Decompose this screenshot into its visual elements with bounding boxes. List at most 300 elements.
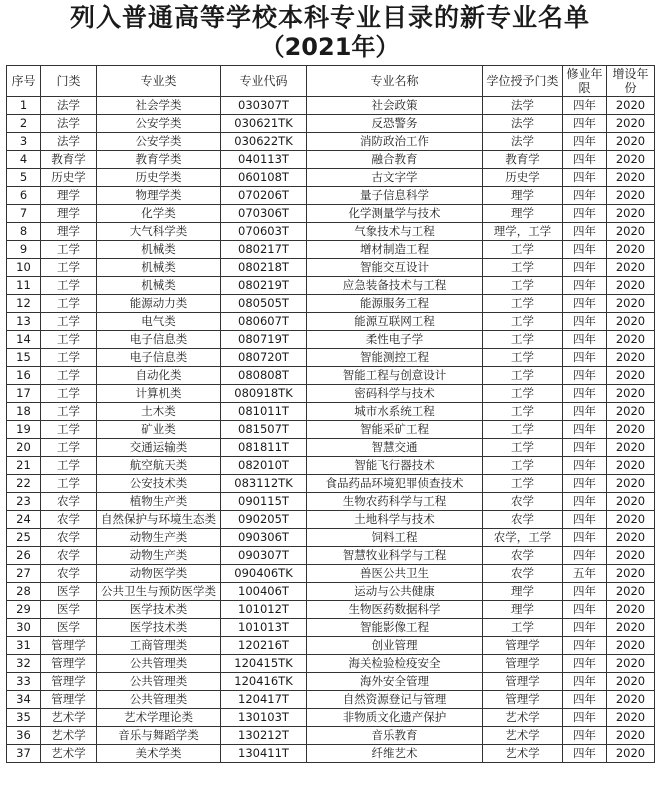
- cell-degree-category: 理学: [483, 205, 563, 223]
- cell-added-year: 2020: [607, 331, 655, 349]
- cell-major-code: 081507T: [221, 421, 307, 439]
- cell-category: 工学: [41, 241, 97, 259]
- cell-discipline-class: 物理学类: [97, 187, 221, 205]
- cell-index: 17: [7, 385, 41, 403]
- cell-major-code: 080808T: [221, 367, 307, 385]
- cell-discipline-class: 医学技术类: [97, 601, 221, 619]
- cell-category: 法学: [41, 115, 97, 133]
- cell-index: 18: [7, 403, 41, 421]
- cell-major-name: 融合教育: [307, 151, 483, 169]
- cell-discipline-class: 土木类: [97, 403, 221, 421]
- cell-discipline-class: 动物医学类: [97, 565, 221, 583]
- cell-major-code: 080719T: [221, 331, 307, 349]
- cell-index: 24: [7, 511, 41, 529]
- cell-degree-category: 工学: [483, 295, 563, 313]
- header-discipline-class: 专业类: [97, 66, 221, 97]
- cell-index: 8: [7, 223, 41, 241]
- cell-added-year: 2020: [607, 601, 655, 619]
- cell-study-years: 四年: [563, 529, 607, 547]
- table-row: [7, 547, 655, 565]
- cell-degree-category: 法学: [483, 115, 563, 133]
- cell-major-code: 081811T: [221, 439, 307, 457]
- cell-major-code: 070206T: [221, 187, 307, 205]
- cell-category: 工学: [41, 277, 97, 295]
- cell-major-code: 080218T: [221, 259, 307, 277]
- cell-degree-category: 工学: [483, 457, 563, 475]
- cell-added-year: 2020: [607, 133, 655, 151]
- table-row: [7, 475, 655, 493]
- cell-added-year: 2020: [607, 241, 655, 259]
- cell-index: 20: [7, 439, 41, 457]
- cell-index: 23: [7, 493, 41, 511]
- cell-discipline-class: 公安技术类: [97, 475, 221, 493]
- cell-discipline-class: 植物生产类: [97, 493, 221, 511]
- cell-study-years: 四年: [563, 295, 607, 313]
- cell-index: 27: [7, 565, 41, 583]
- cell-study-years: 四年: [563, 115, 607, 133]
- cell-added-year: 2020: [607, 619, 655, 637]
- header-study-years: 修业年限: [563, 66, 607, 97]
- cell-study-years: 四年: [563, 511, 607, 529]
- cell-index: 22: [7, 475, 41, 493]
- cell-category: 工学: [41, 439, 97, 457]
- cell-added-year: 2020: [607, 529, 655, 547]
- major-list-table: [6, 65, 655, 763]
- cell-major-name: 海关检验检疫安全: [307, 655, 483, 673]
- cell-study-years: 四年: [563, 259, 607, 277]
- cell-discipline-class: 机械类: [97, 241, 221, 259]
- header-added-year: 增设年份: [607, 66, 655, 97]
- cell-degree-category: 工学: [483, 367, 563, 385]
- cell-category: 法学: [41, 97, 97, 115]
- cell-degree-category: 艺术学: [483, 745, 563, 763]
- cell-index: 25: [7, 529, 41, 547]
- cell-category: 管理学: [41, 673, 97, 691]
- cell-degree-category: 艺术学: [483, 727, 563, 745]
- table-row: [7, 349, 655, 367]
- cell-degree-category: 工学: [483, 403, 563, 421]
- cell-major-code: 090205T: [221, 511, 307, 529]
- cell-index: 6: [7, 187, 41, 205]
- cell-added-year: 2020: [607, 259, 655, 277]
- cell-degree-category: 法学: [483, 97, 563, 115]
- cell-study-years: 四年: [563, 727, 607, 745]
- cell-major-code: 080918TK: [221, 385, 307, 403]
- cell-category: 工学: [41, 457, 97, 475]
- header-category: 门类: [41, 66, 97, 97]
- cell-category: 工学: [41, 475, 97, 493]
- cell-index: 36: [7, 727, 41, 745]
- cell-discipline-class: 动物生产类: [97, 529, 221, 547]
- table-row: [7, 655, 655, 673]
- cell-degree-category: 管理学: [483, 637, 563, 655]
- cell-major-code: 060108T: [221, 169, 307, 187]
- document-title: 列入普通高等学校本科专业目录的新专业名单: [69, 3, 590, 32]
- table-row: [7, 673, 655, 691]
- cell-index: 5: [7, 169, 41, 187]
- cell-major-name: 生物农药科学与工程: [307, 493, 483, 511]
- cell-added-year: 2020: [607, 583, 655, 601]
- header-major-code: 专业代码: [221, 66, 307, 97]
- cell-index: 12: [7, 295, 41, 313]
- cell-discipline-class: 自动化类: [97, 367, 221, 385]
- cell-study-years: 四年: [563, 745, 607, 763]
- cell-discipline-class: 教育学类: [97, 151, 221, 169]
- cell-degree-category: 农学: [483, 565, 563, 583]
- cell-major-code: 030307T: [221, 97, 307, 115]
- cell-degree-category: 农学，工学: [483, 529, 563, 547]
- table-header-row: [7, 66, 655, 97]
- cell-study-years: 四年: [563, 583, 607, 601]
- table-row: [7, 205, 655, 223]
- cell-degree-category: 工学: [483, 331, 563, 349]
- table-row: [7, 565, 655, 583]
- table-row: [7, 691, 655, 709]
- cell-study-years: 四年: [563, 601, 607, 619]
- cell-added-year: 2020: [607, 97, 655, 115]
- table-row: [7, 583, 655, 601]
- cell-major-code: 030622TK: [221, 133, 307, 151]
- cell-discipline-class: 社会学类: [97, 97, 221, 115]
- cell-degree-category: 农学: [483, 511, 563, 529]
- cell-discipline-class: 交通运输类: [97, 439, 221, 457]
- cell-major-name: 智能工程与创意设计: [307, 367, 483, 385]
- cell-major-code: 090115T: [221, 493, 307, 511]
- table-row: [7, 493, 655, 511]
- cell-added-year: 2020: [607, 205, 655, 223]
- cell-category: 工学: [41, 259, 97, 277]
- cell-major-code: 082010T: [221, 457, 307, 475]
- cell-discipline-class: 机械类: [97, 259, 221, 277]
- cell-discipline-class: 公安学类: [97, 133, 221, 151]
- cell-index: 29: [7, 601, 41, 619]
- cell-study-years: 四年: [563, 277, 607, 295]
- cell-category: 管理学: [41, 637, 97, 655]
- cell-category: 理学: [41, 205, 97, 223]
- cell-degree-category: 管理学: [483, 691, 563, 709]
- cell-discipline-class: 矿业类: [97, 421, 221, 439]
- cell-study-years: 四年: [563, 151, 607, 169]
- cell-discipline-class: 美术学类: [97, 745, 221, 763]
- table-row: [7, 709, 655, 727]
- cell-category: 艺术学: [41, 745, 97, 763]
- cell-degree-category: 工学: [483, 259, 563, 277]
- cell-category: 理学: [41, 187, 97, 205]
- table-row: [7, 115, 655, 133]
- cell-study-years: 四年: [563, 313, 607, 331]
- cell-added-year: 2020: [607, 475, 655, 493]
- cell-study-years: 四年: [563, 133, 607, 151]
- table-row: [7, 331, 655, 349]
- cell-study-years: 四年: [563, 691, 607, 709]
- cell-index: 9: [7, 241, 41, 259]
- cell-major-name: 密码科学与技术: [307, 385, 483, 403]
- cell-index: 14: [7, 331, 41, 349]
- cell-added-year: 2020: [607, 709, 655, 727]
- cell-category: 工学: [41, 295, 97, 313]
- cell-study-years: 四年: [563, 421, 607, 439]
- cell-added-year: 2020: [607, 745, 655, 763]
- cell-category: 工学: [41, 349, 97, 367]
- cell-index: 34: [7, 691, 41, 709]
- cell-category: 农学: [41, 511, 97, 529]
- cell-major-name: 海外安全管理: [307, 673, 483, 691]
- cell-category: 管理学: [41, 655, 97, 673]
- cell-study-years: 四年: [563, 349, 607, 367]
- cell-major-name: 化学测量学与技术: [307, 205, 483, 223]
- cell-discipline-class: 公共管理类: [97, 673, 221, 691]
- cell-major-code: 080505T: [221, 295, 307, 313]
- table-row: [7, 187, 655, 205]
- cell-added-year: 2020: [607, 691, 655, 709]
- cell-index: 3: [7, 133, 41, 151]
- cell-category: 理学: [41, 223, 97, 241]
- cell-major-code: 090307T: [221, 547, 307, 565]
- cell-degree-category: 工学: [483, 439, 563, 457]
- cell-major-name: 反恐警务: [307, 115, 483, 133]
- cell-category: 法学: [41, 133, 97, 151]
- cell-discipline-class: 航空航天类: [97, 457, 221, 475]
- cell-discipline-class: 艺术学理论类: [97, 709, 221, 727]
- cell-major-code: 030621TK: [221, 115, 307, 133]
- cell-degree-category: 农学: [483, 547, 563, 565]
- cell-major-code: 070603T: [221, 223, 307, 241]
- cell-added-year: 2020: [607, 637, 655, 655]
- cell-major-name: 音乐教育: [307, 727, 483, 745]
- cell-major-code: 120416TK: [221, 673, 307, 691]
- table-row: [7, 457, 655, 475]
- cell-index: 13: [7, 313, 41, 331]
- cell-added-year: 2020: [607, 385, 655, 403]
- cell-study-years: 四年: [563, 169, 607, 187]
- cell-major-code: 080607T: [221, 313, 307, 331]
- cell-study-years: 四年: [563, 475, 607, 493]
- cell-major-code: 120216T: [221, 637, 307, 655]
- cell-study-years: 四年: [563, 205, 607, 223]
- header-degree-category: 学位授予门类: [483, 66, 563, 97]
- cell-major-name: 社会政策: [307, 97, 483, 115]
- cell-index: 31: [7, 637, 41, 655]
- cell-degree-category: 法学: [483, 133, 563, 151]
- cell-category: 艺术学: [41, 709, 97, 727]
- cell-major-code: 090306T: [221, 529, 307, 547]
- cell-category: 农学: [41, 493, 97, 511]
- cell-major-name: 增材制造工程: [307, 241, 483, 259]
- cell-index: 2: [7, 115, 41, 133]
- header-major-name: 专业名称: [307, 66, 483, 97]
- table-row: [7, 529, 655, 547]
- table-body: [7, 97, 655, 763]
- cell-category: 管理学: [41, 691, 97, 709]
- cell-degree-category: 工学: [483, 421, 563, 439]
- cell-index: 35: [7, 709, 41, 727]
- cell-discipline-class: 电子信息类: [97, 349, 221, 367]
- cell-degree-category: 工学: [483, 619, 563, 637]
- cell-added-year: 2020: [607, 295, 655, 313]
- cell-major-code: 120417T: [221, 691, 307, 709]
- cell-major-name: 应急装备技术与工程: [307, 277, 483, 295]
- cell-major-name: 兽医公共卫生: [307, 565, 483, 583]
- cell-discipline-class: 公共管理类: [97, 691, 221, 709]
- cell-major-code: 101013T: [221, 619, 307, 637]
- cell-major-name: 土地科学与技术: [307, 511, 483, 529]
- cell-degree-category: 工学: [483, 349, 563, 367]
- cell-degree-category: 艺术学: [483, 709, 563, 727]
- table-row: [7, 151, 655, 169]
- cell-added-year: 2020: [607, 187, 655, 205]
- cell-category: 工学: [41, 403, 97, 421]
- cell-degree-category: 工学: [483, 475, 563, 493]
- cell-index: 32: [7, 655, 41, 673]
- cell-degree-category: 管理学: [483, 673, 563, 691]
- cell-major-code: 090406TK: [221, 565, 307, 583]
- cell-category: 工学: [41, 331, 97, 349]
- table-row: [7, 601, 655, 619]
- cell-study-years: 四年: [563, 493, 607, 511]
- cell-category: 工学: [41, 367, 97, 385]
- cell-degree-category: 工学: [483, 277, 563, 295]
- cell-added-year: 2020: [607, 493, 655, 511]
- cell-major-name: 智慧交通: [307, 439, 483, 457]
- table-row: [7, 97, 655, 115]
- cell-discipline-class: 历史学类: [97, 169, 221, 187]
- cell-index: 11: [7, 277, 41, 295]
- cell-study-years: 四年: [563, 709, 607, 727]
- cell-major-code: 120415TK: [221, 655, 307, 673]
- cell-category: 历史学: [41, 169, 97, 187]
- cell-study-years: 四年: [563, 673, 607, 691]
- cell-discipline-class: 工商管理类: [97, 637, 221, 655]
- table-row: [7, 619, 655, 637]
- cell-study-years: 四年: [563, 241, 607, 259]
- cell-discipline-class: 电气类: [97, 313, 221, 331]
- cell-degree-category: 管理学: [483, 655, 563, 673]
- table-row: [7, 259, 655, 277]
- cell-major-name: 智慧牧业科学与工程: [307, 547, 483, 565]
- cell-added-year: 2020: [607, 547, 655, 565]
- cell-major-code: 080720T: [221, 349, 307, 367]
- cell-index: 37: [7, 745, 41, 763]
- cell-added-year: 2020: [607, 115, 655, 133]
- cell-major-code: 070306T: [221, 205, 307, 223]
- cell-major-code: 130103T: [221, 709, 307, 727]
- cell-added-year: 2020: [607, 313, 655, 331]
- table-row: [7, 367, 655, 385]
- cell-study-years: 四年: [563, 403, 607, 421]
- cell-discipline-class: 能源动力类: [97, 295, 221, 313]
- cell-discipline-class: 化学类: [97, 205, 221, 223]
- cell-study-years: 四年: [563, 187, 607, 205]
- cell-degree-category: 理学: [483, 601, 563, 619]
- cell-added-year: 2020: [607, 367, 655, 385]
- cell-added-year: 2020: [607, 727, 655, 745]
- cell-degree-category: 工学: [483, 385, 563, 403]
- cell-added-year: 2020: [607, 565, 655, 583]
- cell-index: 1: [7, 97, 41, 115]
- table-row: [7, 169, 655, 187]
- cell-index: 33: [7, 673, 41, 691]
- cell-added-year: 2020: [607, 655, 655, 673]
- cell-major-name: 食品药品环境犯罪侦查技术: [307, 475, 483, 493]
- cell-study-years: 四年: [563, 385, 607, 403]
- cell-discipline-class: 音乐与舞蹈学类: [97, 727, 221, 745]
- cell-index: 10: [7, 259, 41, 277]
- cell-discipline-class: 电子信息类: [97, 331, 221, 349]
- cell-discipline-class: 公共管理类: [97, 655, 221, 673]
- cell-category: 教育学: [41, 151, 97, 169]
- cell-major-code: 130411T: [221, 745, 307, 763]
- table-row: [7, 403, 655, 421]
- cell-index: 30: [7, 619, 41, 637]
- cell-study-years: 四年: [563, 457, 607, 475]
- cell-category: 农学: [41, 529, 97, 547]
- table-row: [7, 439, 655, 457]
- cell-index: 26: [7, 547, 41, 565]
- cell-category: 工学: [41, 421, 97, 439]
- cell-study-years: 四年: [563, 619, 607, 637]
- header-index: 序号: [7, 66, 41, 97]
- cell-index: 28: [7, 583, 41, 601]
- cell-added-year: 2020: [607, 511, 655, 529]
- cell-major-name: 柔性电子学: [307, 331, 483, 349]
- cell-major-name: 自然资源登记与管理: [307, 691, 483, 709]
- cell-added-year: 2020: [607, 169, 655, 187]
- cell-added-year: 2020: [607, 439, 655, 457]
- cell-index: 19: [7, 421, 41, 439]
- table-row: [7, 745, 655, 763]
- cell-major-name: 城市水系统工程: [307, 403, 483, 421]
- table-row: [7, 295, 655, 313]
- cell-added-year: 2020: [607, 223, 655, 241]
- cell-major-code: 080217T: [221, 241, 307, 259]
- cell-major-name: 量子信息科学: [307, 187, 483, 205]
- cell-degree-category: 工学: [483, 241, 563, 259]
- cell-major-code: 080219T: [221, 277, 307, 295]
- cell-major-name: 智能飞行器技术: [307, 457, 483, 475]
- cell-study-years: 四年: [563, 97, 607, 115]
- cell-category: 医学: [41, 583, 97, 601]
- cell-index: 4: [7, 151, 41, 169]
- cell-index: 16: [7, 367, 41, 385]
- table-row: [7, 313, 655, 331]
- cell-major-code: 040113T: [221, 151, 307, 169]
- cell-major-code: 101012T: [221, 601, 307, 619]
- table-row: [7, 277, 655, 295]
- cell-category: 医学: [41, 601, 97, 619]
- cell-major-name: 智能交互设计: [307, 259, 483, 277]
- cell-category: 工学: [41, 313, 97, 331]
- cell-category: 医学: [41, 619, 97, 637]
- cell-added-year: 2020: [607, 421, 655, 439]
- cell-discipline-class: 机械类: [97, 277, 221, 295]
- cell-category: 工学: [41, 385, 97, 403]
- cell-major-name: 智能测控工程: [307, 349, 483, 367]
- cell-discipline-class: 大气科学类: [97, 223, 221, 241]
- cell-study-years: 四年: [563, 367, 607, 385]
- cell-major-code: 130212T: [221, 727, 307, 745]
- cell-major-code: 100406T: [221, 583, 307, 601]
- cell-major-name: 气象技术与工程: [307, 223, 483, 241]
- cell-degree-category: 教育学: [483, 151, 563, 169]
- table-row: [7, 727, 655, 745]
- table-row: [7, 511, 655, 529]
- cell-degree-category: 历史学: [483, 169, 563, 187]
- cell-category: 农学: [41, 547, 97, 565]
- cell-major-code: 083112TK: [221, 475, 307, 493]
- cell-index: 15: [7, 349, 41, 367]
- cell-discipline-class: 医学技术类: [97, 619, 221, 637]
- cell-study-years: 四年: [563, 331, 607, 349]
